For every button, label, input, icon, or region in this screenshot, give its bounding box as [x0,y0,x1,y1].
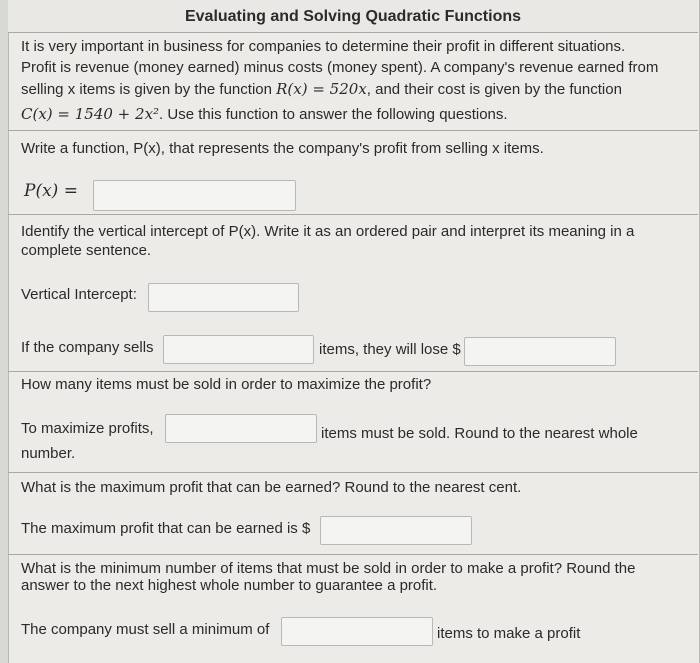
max-profit-label: The maximum profit that can be earned is $ [21,520,311,537]
intro-line-3-tail: , and their cost is given by the function [366,81,622,98]
question-5-prompt-line-2: answer to the next highest whole number to guarantee a profit. [21,577,438,594]
sells-label: If the company sells [21,339,154,356]
intro-line-3 [21,79,622,100]
intro-line-4 [21,104,508,125]
intro-line-2: Profit is revenue (money earned) minus costs (money spent). A company's revenue earned from [21,59,659,76]
question-2-section [8,215,698,372]
maximize-items-input[interactable] [165,414,317,443]
lose-label: items, they will lose $ [319,341,461,358]
cost-function: C(x) = 1540 + 2x² [21,105,160,123]
minimum-items-label: The company must sell a minimum of [21,621,270,638]
question-2-prompt-line-2: complete sentence. [21,242,152,259]
items-sold-input[interactable] [163,335,314,364]
intro-line-4-tail: . Use this function to answer the following questions. [159,106,508,123]
intro-section [8,33,698,131]
profit-function-input[interactable] [93,180,296,211]
question-4-section [8,473,698,555]
question-5-prompt-line-1: What is the minimum number of items that must be sold in order to make a profit? Round the [21,560,636,577]
intro-line-1: It is very important in business for companies to determine their profit in different situations. [21,38,626,55]
maximize-tail-line-1: items must be sold. Round to the nearest whole [321,425,638,442]
question-1-section [8,131,698,215]
maximize-label: To maximize profits, [21,420,154,437]
minimum-items-input[interactable] [281,617,433,646]
vertical-intercept-label: Vertical Intercept: [21,286,137,303]
max-profit-input[interactable] [320,516,472,545]
vertical-intercept-input[interactable] [148,283,299,312]
profit-function-label: P(x) = [24,181,78,201]
revenue-function: R(x) = 520x [276,80,367,98]
question-1-prompt: Write a function, P(x), that represents the company's profit from selling x items. [21,140,544,157]
minimum-items-tail: items to make a profit [437,625,581,642]
question-5-section [8,555,698,663]
page-title: Evaluating and Solving Quadratic Functions [8,0,698,33]
question-4-prompt: What is the maximum profit that can be earned? Round to the nearest cent. [21,479,522,496]
maximize-tail-line-2: number. [21,445,76,462]
loss-amount-input[interactable] [464,337,616,366]
question-3-prompt: How many items must be sold in order to maximize the profit? [21,376,432,393]
question-2-prompt-line-1: Identify the vertical intercept of P(x). Write it as an ordered pair and interpret its meaning in a [21,223,635,240]
intro-line-3-text: selling x items is given by the function [21,81,277,98]
question-3-section [8,372,698,473]
